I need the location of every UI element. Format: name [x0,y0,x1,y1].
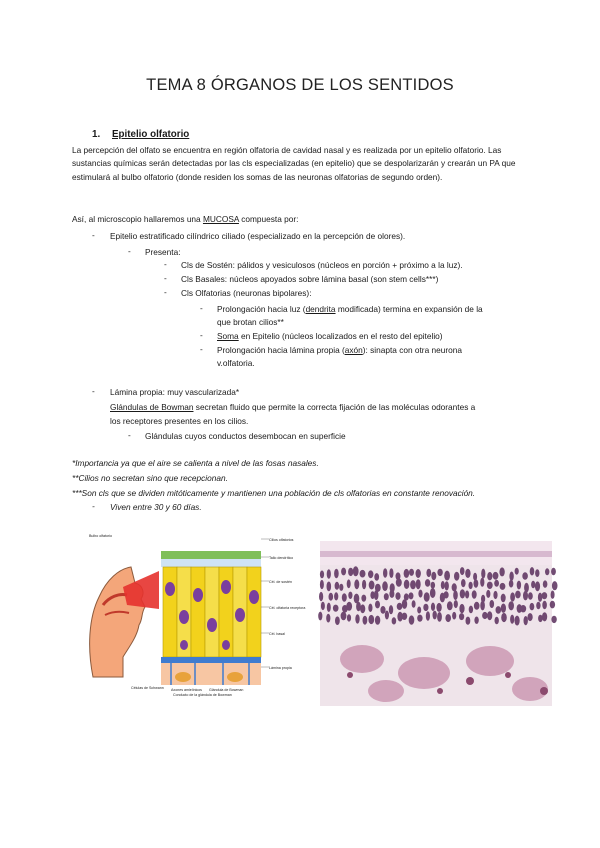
diagram-label-glandula: Glándula de Bowman [209,688,244,692]
nucleus-mark [444,571,450,581]
nucleus-mark [383,568,387,577]
nucleus-mark [392,617,397,624]
nucleus-mark [444,591,449,598]
nucleus-mark [361,595,366,602]
nucleus-mark [528,613,533,621]
nucleus-mark [535,581,540,591]
nucleus-mark [459,613,464,620]
nucleus-mark [348,568,353,576]
nucleus-mark [530,567,535,575]
nucleus-mark [334,569,339,578]
nucleus-mark [409,569,414,576]
nucleus-mark [380,606,385,614]
nucleus-mark [329,593,334,601]
nucleus-mark [382,581,388,591]
nucleus-mark [342,593,347,602]
nucleus-mark [335,616,340,625]
nucleus-mark [465,591,469,599]
glandulas-line: Glándulas cuyos conductos desembocan en superficie [145,431,346,441]
nucleus-mark [445,614,451,622]
nucleus-mark [487,572,492,580]
soma-word: Soma [217,331,239,341]
axon-line [217,344,462,356]
nucleus-mark [430,588,436,598]
nucleus-mark [493,591,497,599]
nucleus-mark [454,572,459,581]
nucleus-mark [545,568,549,575]
mucosa-post: compuesta por: [238,214,299,224]
nucleus-mark [416,579,421,589]
nucleus-mark [417,615,422,622]
nucleus-mark [447,601,453,610]
nucleus-mark [347,614,351,621]
diagram-label-cilios: Cilios olfatorios [269,538,294,542]
nucleus-mark [368,604,372,612]
page-title: TEMA 8 ÓRGANOS DE LOS SENTIDOS [146,76,454,94]
nucleus-mark [536,602,540,609]
nucleus-mark [459,604,464,613]
nucleus-mark [353,566,359,576]
nucleus-mark [480,601,485,611]
nucleus-mark [327,603,331,612]
section-number: 1. [92,129,101,140]
nucleus-mark [368,570,373,578]
nucleus-mark [551,568,556,575]
nucleus-mark [404,569,410,578]
nucleus-mark [404,580,410,589]
bowman-word: Glándulas de Bowman [110,402,194,412]
nucleus-mark [453,590,458,600]
nucleus-mark [395,592,400,600]
nucleus-mark [482,612,488,619]
nucleus-mark [542,601,547,609]
nucleus-mark [486,590,490,598]
nucleus-mark [493,572,499,580]
nucleus-mark [441,581,445,589]
nucleus-mark [425,579,430,587]
cell-columns [163,567,261,657]
nucleus-mark [523,591,528,601]
bowman-post: secretan fluido que permite la correcta fijación de las moléculas odorantes a [193,402,476,412]
nucleus-mark [480,578,484,587]
nucleus-mark [531,581,535,589]
nucleus-mark [346,602,352,611]
nucleus-mark [339,584,343,591]
nucleus-mark [517,581,521,590]
footnote-2: **Cilios no secretan sino que recepcionan. [72,473,228,483]
nucleus-mark [355,614,359,623]
nucleus-mark [417,607,421,614]
bullet-dash: - [164,287,167,297]
dendrita-pre: Prolongación hacia luz ( [217,304,306,314]
nucleus-mark [369,581,375,590]
diagram-label-axon: Axones amielínicos [171,688,202,692]
nucleus-mark [389,590,394,598]
nucleus-mark [426,569,431,577]
nucleus-mark [320,580,324,589]
nucleus-mark [501,594,506,603]
nucleus-mark [375,616,380,625]
nucleus-mark [542,612,547,621]
axon-post: ): sinapta con otra neurona [362,345,462,355]
nucleus-mark [509,580,514,588]
nucleus-mark [454,600,458,608]
footnote-1: *Importancia ya que el aire se calienta a nivel de las fosas nasales. [72,458,319,468]
section-heading [92,129,189,140]
nucleus-mark [550,601,555,609]
nucleus-mark [515,568,519,575]
bullet-dash: - [128,246,131,256]
sosten-line: Cls de Sostén: pálidos y vesiculosos (núcleos en porción + próximo a la luz). [181,260,463,270]
bullet-dash: - [128,430,131,440]
nucleus-mark [375,601,380,609]
nucleus-mark [424,592,430,602]
nucleus-mark [510,615,514,624]
diagram-label-sosten: Cél. de sostén [269,580,292,584]
soma-line [217,330,443,342]
nucleus-mark [445,581,449,590]
nucleus-mark [501,604,506,613]
nucleus-mark [348,592,352,599]
nucleus-mark [431,603,435,611]
nucleus-mark [374,573,379,581]
diagram-label-lamina: Lámina propia [269,666,292,670]
nucleus-mark [474,579,479,588]
nucleus-mark [341,612,347,621]
bullet-dash: - [164,273,167,283]
nucleus-mark [341,568,346,576]
nucleus-mark [360,570,366,578]
nucleus-mark [431,582,436,589]
nucleus-mark [362,580,366,590]
bullet-dash: - [200,303,203,313]
basales-line: Cls Basales: núcleos apoyados sobre lámina basal (son stem cells***) [181,274,439,284]
nucleus-mark [465,569,470,578]
nucleus-mark [418,590,422,598]
bowman-cont: los receptores presentes en los cilios. [110,416,249,426]
nucleus-mark [368,615,374,624]
nucleus-mark [520,605,526,612]
section-title: Epitelio olfatorio [112,129,190,140]
nucleus-mark [402,599,407,609]
nucleus-mark [515,616,520,626]
soma-post: en Epitelio (núcleos localizados en el resto del epitelio) [238,331,443,341]
nucleus-mark [335,582,340,590]
nucleus-mark [327,569,331,579]
axon-word: axón [344,345,363,355]
nucleus-mark [469,606,473,614]
nucleus-mark [354,579,359,589]
nucleus-mark [396,578,402,587]
nucleus-mark [481,569,485,579]
lamina-line: Lámina propia: muy vascularizada* [110,387,240,397]
dendrita-cont: que brotan cilios** [217,317,284,327]
olfatorias-line: Cls Olfatorias (neuronas bipolares): [181,288,312,298]
nucleus-mark [461,579,466,587]
diagram-label-receptora: Cél. olfatoria receptora [269,606,306,610]
nucleus-mark [318,612,322,621]
nucleus-mark [522,572,528,579]
mucosa-word: MUCOSA [202,214,239,224]
nucleus-mark [495,617,499,625]
nucleus-mark [319,592,323,601]
presenta-line: Presenta: [145,247,181,257]
nucleus-mark [552,581,558,590]
nucleus-mark [397,603,403,610]
intro-paragraph: La percepción del olfato se encuentra en región olfatoria de cavidad nasal y es realizada por un epitelio olfatorio. Las sustancias químicas serán detectadas por las cls especializadas (en epitelio) que se despolarizarán y crearán un PA que estimulará al bulbo olfatorio (donde residen los somas de las neuronas olfatorias de segundo orden). [72,145,516,182]
nucleus-mark [360,604,365,613]
nucleus-mark [487,611,492,620]
nucleus-mark [509,572,513,581]
mucosa-line [72,213,298,225]
nucleus-mark [528,592,533,600]
nucleus-mark [469,582,473,589]
nucleus-mark [326,614,330,623]
nucleus-mark [490,600,495,608]
histology-micrograph [320,541,552,706]
nucleus-mark [510,592,515,601]
nucleus-mark [535,569,539,577]
bullet-dash: - [200,344,203,354]
nucleus-mark [452,612,456,620]
nucleus-mark [474,602,480,610]
nucleus-mark [551,616,556,623]
nucleus-mark [466,617,471,625]
bullet-dash: - [92,386,95,396]
nucleus-mark [320,571,324,579]
nucleus-mark [374,590,379,600]
nucleus-mark [334,592,338,600]
nucleus-mark [452,583,457,591]
nucleus-mark [321,602,325,610]
bowman-line [110,401,475,413]
nucleus-mark [363,616,368,625]
nucleus-mark [402,613,408,620]
nucleus-mark [524,616,528,625]
nucleus-mark [551,591,555,599]
nucleus-mark [327,582,332,592]
nucleus-mark [494,580,499,587]
nucleus-mark [437,612,442,622]
dendrita-post: modificada) termina en expansión de la [335,304,483,314]
axon-pre: Prolongación hacia lámina propia ( [217,345,345,355]
nucleus-mark [347,579,351,588]
bullet-dash: - [92,501,95,511]
nucleus-mark [501,613,507,622]
nucleus-mark [538,593,542,602]
bullet-dash: - [164,259,167,269]
nucleus-mark [500,583,506,590]
diagram-label-conducto: Conducto de la glándula de Bowman [173,693,232,697]
viven-line: Viven entre 30 y 60 días. [110,502,202,512]
nucleus-mark [515,591,521,599]
dendrita-line [217,303,483,315]
nucleus-mark [460,589,465,598]
nucleus-mark [426,611,430,620]
nucleus-mark [487,582,493,589]
nucleus-mark [472,590,477,599]
nucleus-mark [543,580,548,587]
nucleus-mark [431,572,436,580]
nucleus-mark [499,567,504,576]
nucleus-mark [385,611,389,620]
diagram-label-celula: Células de Schwann [131,686,164,690]
nucleus-mark [437,569,442,576]
nucleus-mark [542,592,548,599]
nucleus-mark [460,567,465,575]
nucleus-mark [496,606,502,614]
nucleus-mark [410,580,416,589]
nucleus-mark [389,605,393,614]
footnote-3: ***Son cls que se dividen mitóticamente y mantienen una población de cls olfatorias en constante renovación. [72,488,476,498]
nucleus-mark [433,611,437,620]
nucleus-mark [389,568,393,578]
nucleus-mark [474,617,478,624]
diagram-label-tallo: Tallo dendrítico [269,556,294,560]
nucleus-mark [409,592,414,599]
nucleus-mark [423,604,428,611]
diagram-label-bulbo: Bulbo olfatorio [89,534,112,538]
nucleus-mark [409,615,415,624]
nucleus-mark [384,593,389,600]
nucleus-mark [508,601,514,610]
nucleus-mark [530,603,535,610]
bullet-dash: - [92,230,95,240]
nucleus-mark [333,605,339,612]
mucosa-pre: Así, al microscopio hallaremos una [72,214,203,224]
olfactory-diagram [83,527,306,697]
dendrita-word: dendrita [305,304,336,314]
nucleus-mark [436,603,441,612]
epitelio-line: Epitelio estratificado cilíndrico ciliado (especializado en la percepción de olores). [110,231,406,241]
nucleus-mark [412,600,416,608]
diagram-label-basal: Cél. basal [269,632,285,636]
bullet-dash: - [200,330,203,340]
axon-cont: v.olfatoria. [217,358,255,368]
nucleus-mark [416,569,421,578]
nucleus-mark [538,615,543,622]
